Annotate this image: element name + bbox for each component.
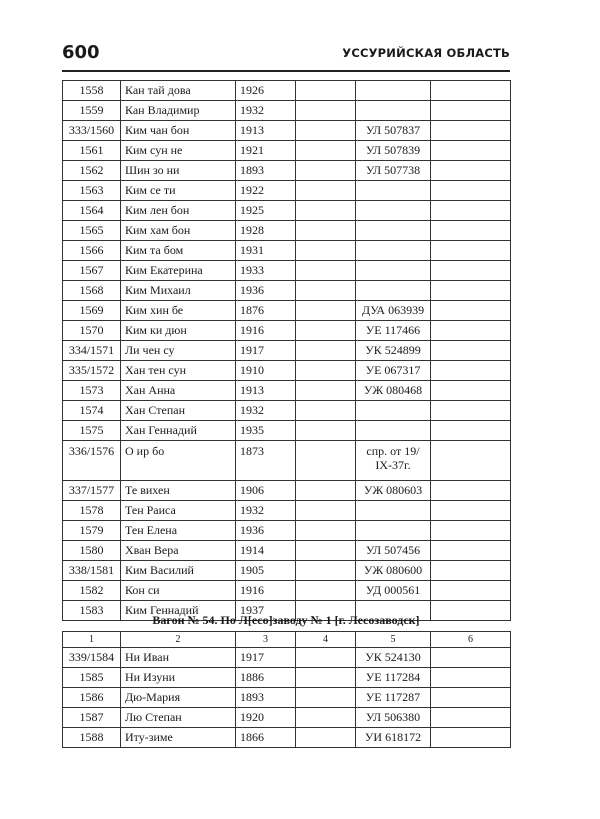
birth-year-cell: 1928 xyxy=(236,221,296,241)
empty-cell xyxy=(296,501,356,521)
empty-cell xyxy=(296,301,356,321)
birth-year-cell: 1905 xyxy=(236,561,296,581)
birth-year-cell: 1916 xyxy=(236,581,296,601)
row-number-cell: 334/1571 xyxy=(63,341,121,361)
document-cell: УЕ 067317 xyxy=(356,361,431,381)
empty-cell xyxy=(296,668,356,688)
document-cell: УЕ 117284 xyxy=(356,668,431,688)
empty-cell xyxy=(296,561,356,581)
column-number-cell: 1 xyxy=(63,632,121,648)
column-number-cell: 4 xyxy=(296,632,356,648)
document-cell xyxy=(356,521,431,541)
document-cell: УЖ 080468 xyxy=(356,381,431,401)
birth-year-cell: 1936 xyxy=(236,281,296,301)
table-row xyxy=(63,301,511,321)
birth-year-cell: 1916 xyxy=(236,321,296,341)
notes-cell xyxy=(431,668,511,688)
table-row xyxy=(63,221,511,241)
empty-cell xyxy=(296,81,356,101)
table-row xyxy=(63,688,511,708)
birth-year-cell: 1906 xyxy=(236,481,296,501)
row-number-cell: 1588 xyxy=(63,728,121,748)
table-row xyxy=(63,708,511,728)
birth-year-cell: 1917 xyxy=(236,341,296,361)
birth-year-cell: 1920 xyxy=(236,708,296,728)
row-number-cell: 1561 xyxy=(63,141,121,161)
birth-year-cell: 1931 xyxy=(236,241,296,261)
column-number-cell: 2 xyxy=(121,632,236,648)
birth-year-cell: 1921 xyxy=(236,141,296,161)
empty-cell xyxy=(296,241,356,261)
birth-year-cell: 1932 xyxy=(236,401,296,421)
table-row xyxy=(63,541,511,561)
empty-cell xyxy=(296,101,356,121)
table-row xyxy=(63,648,511,668)
birth-year-cell: 1922 xyxy=(236,181,296,201)
table-row xyxy=(63,441,511,481)
name-cell: Ни Иван xyxy=(121,648,236,668)
name-cell: Иту-зиме xyxy=(121,728,236,748)
notes-cell xyxy=(431,501,511,521)
notes-cell xyxy=(431,421,511,441)
row-number-cell: 333/1560 xyxy=(63,121,121,141)
row-number-cell: 335/1572 xyxy=(63,361,121,381)
name-cell: Ким Екатерина xyxy=(121,261,236,281)
document-cell: УЕ 117466 xyxy=(356,321,431,341)
column-number-cell: 5 xyxy=(356,632,431,648)
name-cell: Хан Геннадий xyxy=(121,421,236,441)
empty-cell xyxy=(296,221,356,241)
notes-cell xyxy=(431,581,511,601)
document-cell: УЖ 080603 xyxy=(356,481,431,501)
name-cell: Ким та бом xyxy=(121,241,236,261)
empty-cell xyxy=(296,321,356,341)
table-row xyxy=(63,341,511,361)
row-number-cell: 1570 xyxy=(63,321,121,341)
row-number-cell: 1559 xyxy=(63,101,121,121)
table-row xyxy=(63,481,511,501)
name-cell: О ир бо xyxy=(121,441,236,481)
birth-year-cell: 1910 xyxy=(236,361,296,381)
page-number: 600 xyxy=(62,42,100,63)
page-header xyxy=(62,40,510,72)
table-row xyxy=(63,161,511,181)
name-cell: Кон си xyxy=(121,581,236,601)
birth-year-cell: 1933 xyxy=(236,261,296,281)
row-number-cell: 1586 xyxy=(63,688,121,708)
empty-cell xyxy=(296,648,356,668)
column-number-row xyxy=(63,632,511,648)
deportee-table-wagon-53 xyxy=(62,80,511,621)
table-row xyxy=(63,201,511,221)
empty-cell xyxy=(296,181,356,201)
empty-cell xyxy=(296,121,356,141)
birth-year-cell: 1913 xyxy=(236,381,296,401)
notes-cell xyxy=(431,261,511,281)
row-number-cell: 1569 xyxy=(63,301,121,321)
row-number-cell: 336/1576 xyxy=(63,441,121,481)
document-cell: УЛ 507839 xyxy=(356,141,431,161)
row-number-cell: 1583 xyxy=(63,601,121,621)
name-cell: Те вихен xyxy=(121,481,236,501)
table-row xyxy=(63,181,511,201)
name-cell: Ким хин бе xyxy=(121,301,236,321)
birth-year-cell: 1932 xyxy=(236,101,296,121)
name-cell: Хан тен сун xyxy=(121,361,236,381)
deportee-table-wagon-54 xyxy=(62,631,511,748)
table-row xyxy=(63,401,511,421)
table-row xyxy=(63,668,511,688)
table-row xyxy=(63,101,511,121)
notes-cell xyxy=(431,521,511,541)
document-cell xyxy=(356,201,431,221)
notes-cell xyxy=(431,321,511,341)
birth-year-cell: 1893 xyxy=(236,161,296,181)
document-cell: УЖ 080600 xyxy=(356,561,431,581)
name-cell: Ким се ти xyxy=(121,181,236,201)
document-cell: УИ 618172 xyxy=(356,728,431,748)
empty-cell xyxy=(296,201,356,221)
empty-cell xyxy=(296,141,356,161)
name-cell: Ким чан бон xyxy=(121,121,236,141)
table-row xyxy=(63,561,511,581)
birth-year-cell: 1914 xyxy=(236,541,296,561)
birth-year-cell: 1937 xyxy=(236,601,296,621)
table-row xyxy=(63,261,511,281)
empty-cell xyxy=(296,441,356,481)
notes-cell xyxy=(431,708,511,728)
name-cell: Шин зо ни xyxy=(121,161,236,181)
notes-cell xyxy=(431,141,511,161)
empty-cell xyxy=(296,261,356,281)
row-number-cell: 1558 xyxy=(63,81,121,101)
birth-year-cell: 1932 xyxy=(236,501,296,521)
table-row xyxy=(63,121,511,141)
empty-cell xyxy=(296,421,356,441)
section-heading: Вагон № 54. По Л[есо]заводу № 1 [г. Лесозаводск] xyxy=(152,613,420,627)
empty-cell xyxy=(296,708,356,728)
row-number-cell: 1567 xyxy=(63,261,121,281)
document-cell: УЕ 117287 xyxy=(356,688,431,708)
name-cell: Тен Раиса xyxy=(121,501,236,521)
name-cell: Ким Василий xyxy=(121,561,236,581)
document-cell xyxy=(356,401,431,421)
document-cell: УЛ 507456 xyxy=(356,541,431,561)
table-row xyxy=(63,361,511,381)
document-cell xyxy=(356,281,431,301)
row-number-cell: 1563 xyxy=(63,181,121,201)
name-cell: Хван Вера xyxy=(121,541,236,561)
notes-cell xyxy=(431,181,511,201)
table-row xyxy=(63,521,511,541)
notes-cell xyxy=(431,648,511,668)
notes-cell xyxy=(431,281,511,301)
birth-year-cell: 1876 xyxy=(236,301,296,321)
document-cell xyxy=(356,221,431,241)
table-row xyxy=(63,381,511,401)
empty-cell xyxy=(296,541,356,561)
birth-year-cell: 1935 xyxy=(236,421,296,441)
birth-year-cell: 1913 xyxy=(236,121,296,141)
notes-cell xyxy=(431,161,511,181)
document-cell: спр. от 19/ IX-37г. xyxy=(356,441,431,481)
table-row xyxy=(63,501,511,521)
name-cell: Кан Владимир xyxy=(121,101,236,121)
row-number-cell: 337/1577 xyxy=(63,481,121,501)
notes-cell xyxy=(431,81,511,101)
document-cell xyxy=(356,261,431,281)
name-cell: Ким Геннадий xyxy=(121,601,236,621)
notes-cell xyxy=(431,381,511,401)
name-cell: Ким Михаил xyxy=(121,281,236,301)
table-row xyxy=(63,581,511,601)
document-cell xyxy=(356,81,431,101)
birth-year-cell: 1886 xyxy=(236,668,296,688)
birth-year-cell: 1925 xyxy=(236,201,296,221)
name-cell: Дю-Мария xyxy=(121,688,236,708)
row-number-cell: 1562 xyxy=(63,161,121,181)
table-row xyxy=(63,728,511,748)
notes-cell xyxy=(431,401,511,421)
birth-year-cell: 1936 xyxy=(236,521,296,541)
birth-year-cell: 1926 xyxy=(236,81,296,101)
row-number-cell: 1580 xyxy=(63,541,121,561)
birth-year-cell: 1917 xyxy=(236,648,296,668)
row-number-cell: 1573 xyxy=(63,381,121,401)
empty-cell xyxy=(296,688,356,708)
document-cell: ДУА 063939 xyxy=(356,301,431,321)
empty-cell xyxy=(296,381,356,401)
empty-cell xyxy=(296,521,356,541)
row-number-cell: 339/1584 xyxy=(63,648,121,668)
column-number-cell: 6 xyxy=(431,632,511,648)
empty-cell xyxy=(296,481,356,501)
row-number-cell: 1585 xyxy=(63,668,121,688)
empty-cell xyxy=(296,361,356,381)
empty-cell xyxy=(296,341,356,361)
name-cell: Ким ки дюн xyxy=(121,321,236,341)
name-cell: Ким хам бон xyxy=(121,221,236,241)
table-row xyxy=(63,421,511,441)
column-number-cell: 3 xyxy=(236,632,296,648)
document-cell xyxy=(356,181,431,201)
birth-year-cell: 1866 xyxy=(236,728,296,748)
document-cell xyxy=(356,421,431,441)
document-cell: УД 000561 xyxy=(356,581,431,601)
notes-cell xyxy=(431,101,511,121)
name-cell: Ни Изуни xyxy=(121,668,236,688)
document-cell: УЛ 507738 xyxy=(356,161,431,181)
table-row xyxy=(63,141,511,161)
row-number-cell: 1579 xyxy=(63,521,121,541)
document-cell: УК 524899 xyxy=(356,341,431,361)
notes-cell xyxy=(431,301,511,321)
row-number-cell: 1566 xyxy=(63,241,121,261)
document-cell xyxy=(356,501,431,521)
name-cell: Лю Степан xyxy=(121,708,236,728)
notes-cell xyxy=(431,361,511,381)
birth-year-cell: 1873 xyxy=(236,441,296,481)
row-number-cell: 1582 xyxy=(63,581,121,601)
document-cell: УЛ 507837 xyxy=(356,121,431,141)
notes-cell xyxy=(431,481,511,501)
running-title: УССУРИЙСКАЯ ОБЛАСТЬ xyxy=(342,46,510,60)
empty-cell xyxy=(296,161,356,181)
empty-cell xyxy=(296,281,356,301)
empty-cell xyxy=(296,728,356,748)
name-cell: Ли чен су xyxy=(121,341,236,361)
notes-cell xyxy=(431,561,511,581)
table-row xyxy=(63,241,511,261)
document-cell: УЛ 506380 xyxy=(356,708,431,728)
name-cell: Ким сун не xyxy=(121,141,236,161)
notes-cell xyxy=(431,728,511,748)
empty-cell xyxy=(296,581,356,601)
notes-cell xyxy=(431,221,511,241)
notes-cell xyxy=(431,201,511,221)
notes-cell xyxy=(431,688,511,708)
table-row xyxy=(63,321,511,341)
notes-cell xyxy=(431,121,511,141)
row-number-cell: 1565 xyxy=(63,221,121,241)
birth-year-cell: 1893 xyxy=(236,688,296,708)
row-number-cell: 338/1581 xyxy=(63,561,121,581)
table-row xyxy=(63,281,511,301)
row-number-cell: 1564 xyxy=(63,201,121,221)
document-cell: УК 524130 xyxy=(356,648,431,668)
table-row xyxy=(63,81,511,101)
name-cell: Хан Анна xyxy=(121,381,236,401)
notes-cell xyxy=(431,541,511,561)
row-number-cell: 1578 xyxy=(63,501,121,521)
name-cell: Ким лен бон xyxy=(121,201,236,221)
row-number-cell: 1575 xyxy=(63,421,121,441)
document-cell xyxy=(356,241,431,261)
row-number-cell: 1568 xyxy=(63,281,121,301)
name-cell: Тен Елена xyxy=(121,521,236,541)
notes-cell xyxy=(431,341,511,361)
document-cell xyxy=(356,101,431,121)
name-cell: Хан Степан xyxy=(121,401,236,421)
notes-cell xyxy=(431,441,511,481)
row-number-cell: 1574 xyxy=(63,401,121,421)
empty-cell xyxy=(296,401,356,421)
name-cell: Кан тай дова xyxy=(121,81,236,101)
notes-cell xyxy=(431,241,511,261)
row-number-cell: 1587 xyxy=(63,708,121,728)
